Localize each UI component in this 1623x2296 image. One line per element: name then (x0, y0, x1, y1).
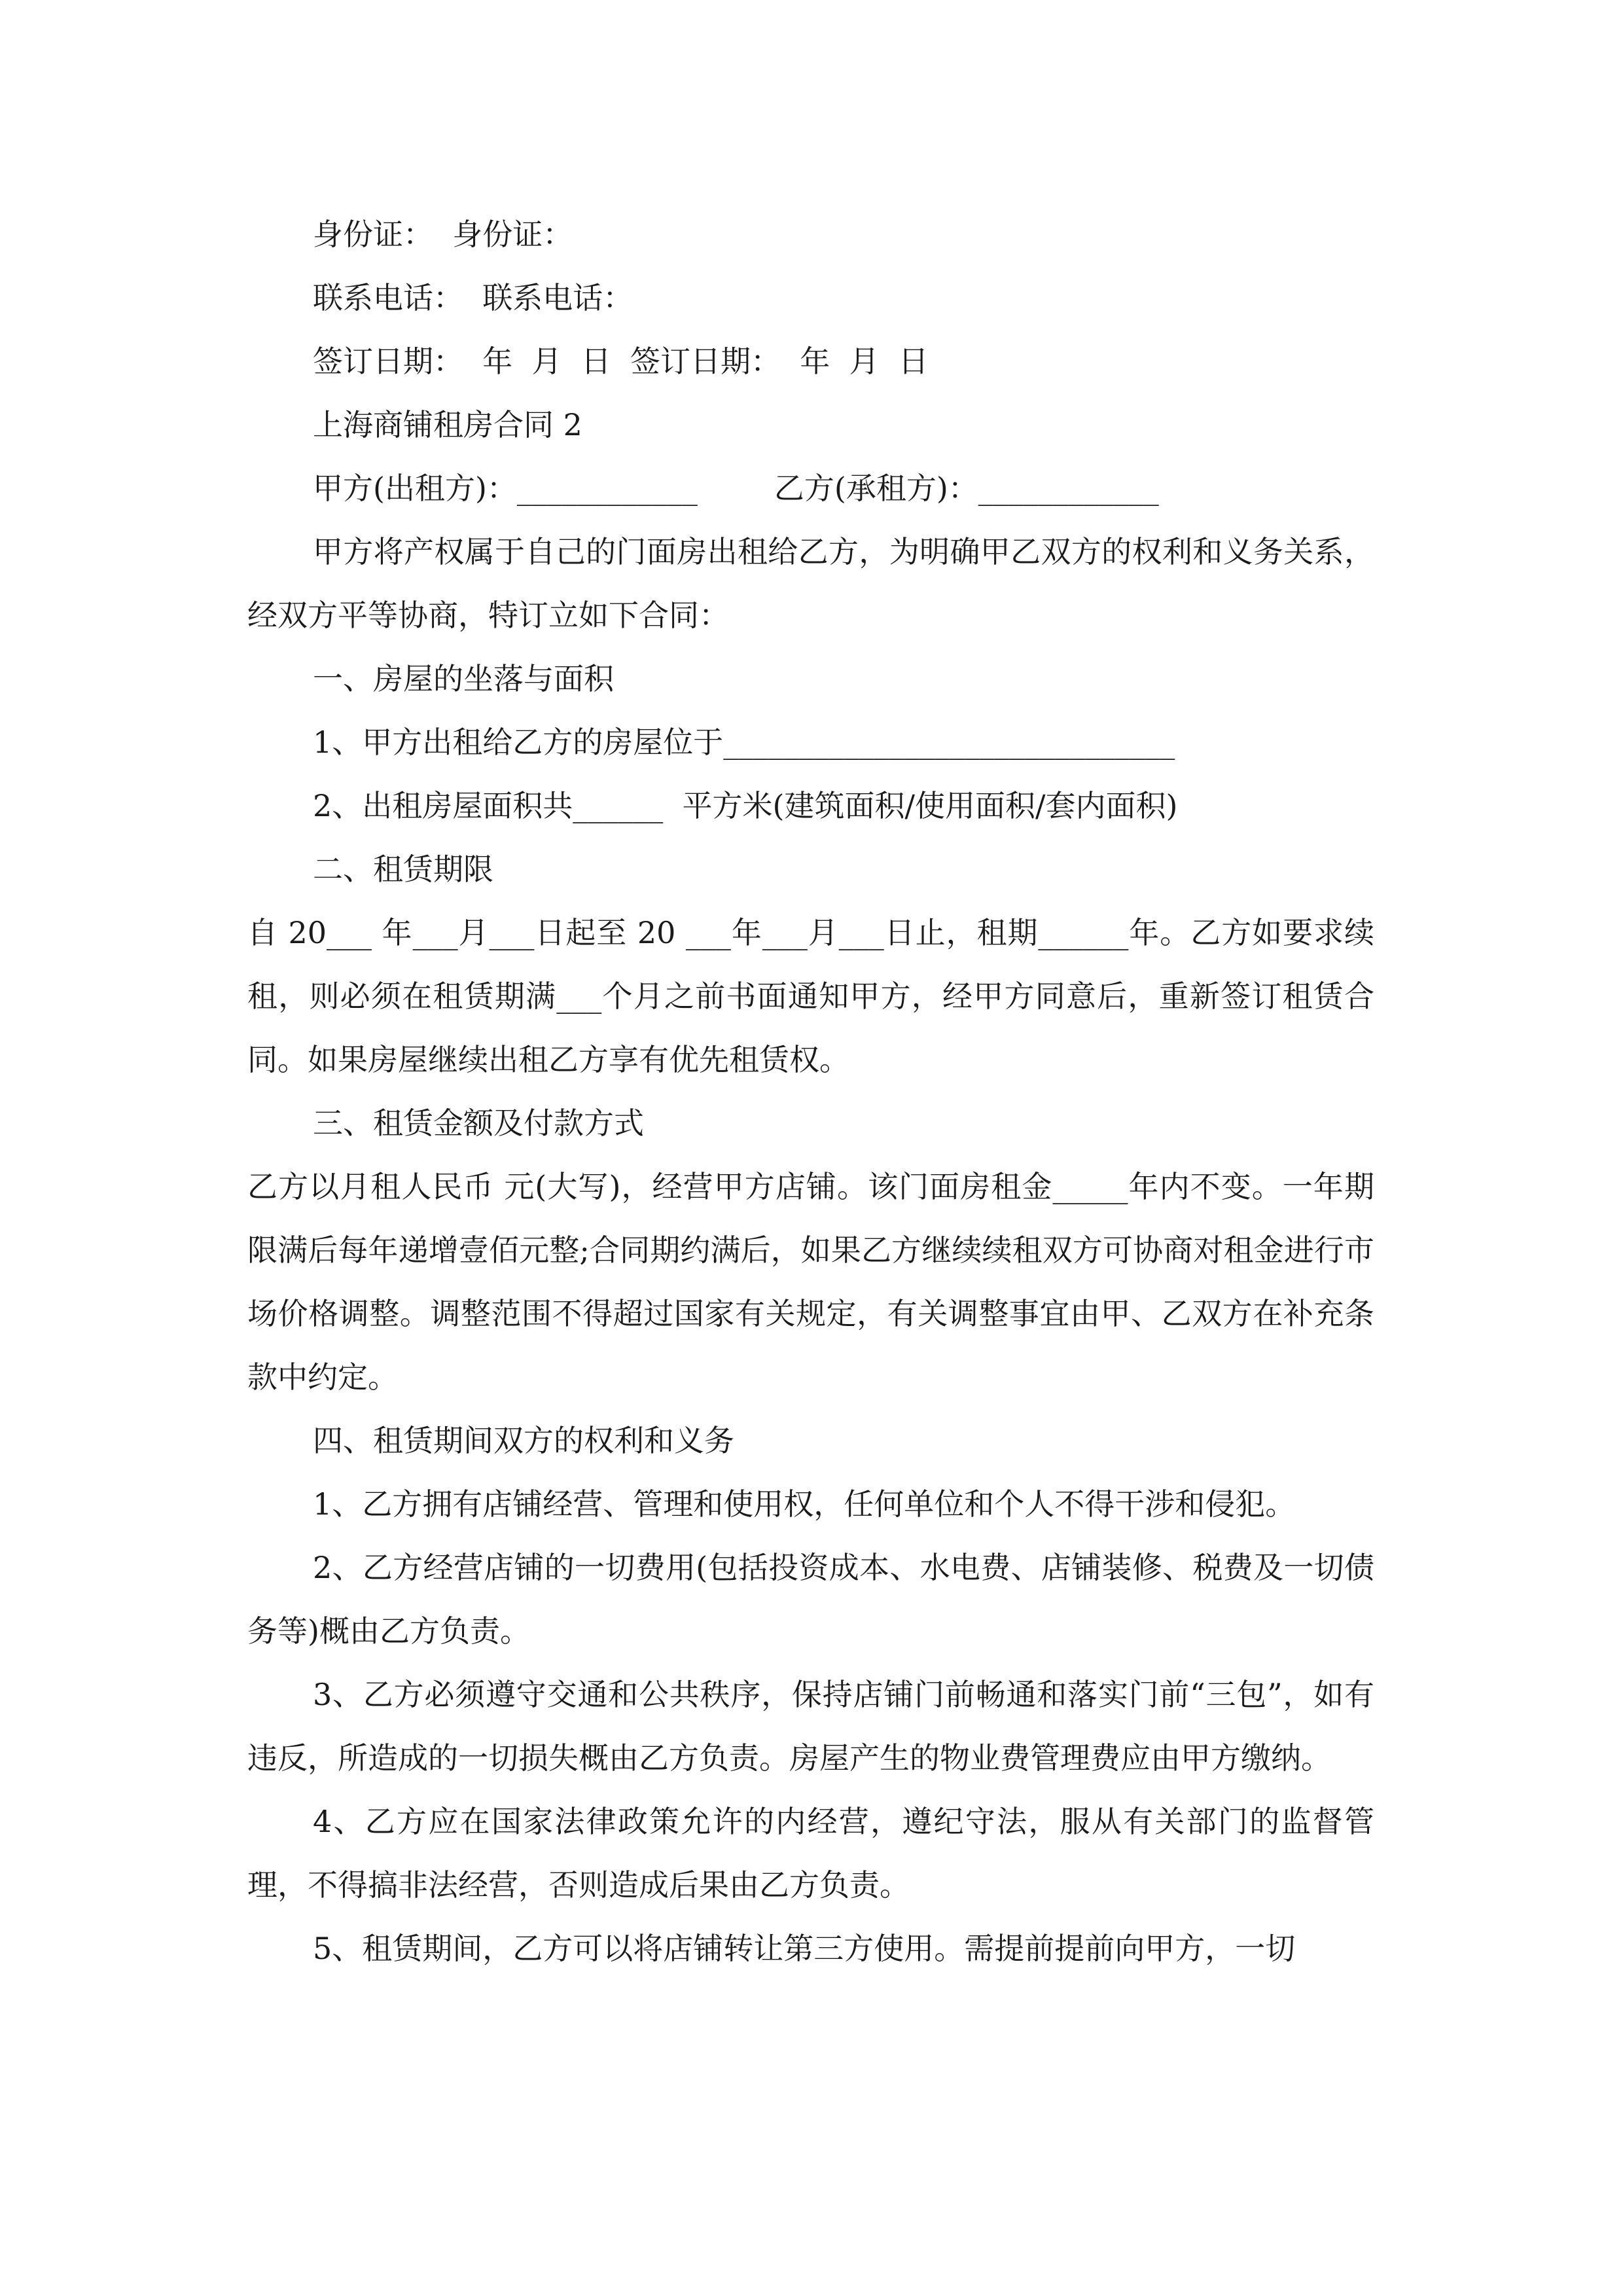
section-3-body: 乙方以月租人民币 元(大写)，经营甲方店铺。该门面房租金_____年内不变。一年期限满后每年递增壹佰元整;合同期约满后，如果乙方继续续租双方可协商对租金进行市场价格调整。调整范围不得超过国家有关规定，有关调整事宜由甲、乙双方在补充条款中约定。 (247, 1169, 1374, 1395)
section-4-item-5: 5、租赁期间，乙方可以将店铺转让第三方使用。需提前提前向甲方，一切 (313, 1931, 1296, 1966)
parties-line: 甲方(出租方)：____________ 乙方(承租方)：____________ (313, 471, 1159, 506)
id-card-line: 身份证： 身份证： (313, 217, 573, 252)
section-3-title: 三、租赁金额及付款方式 (313, 1105, 644, 1141)
sign-date-line: 签订日期： 年 月 日 签订日期： 年 月 日 (313, 344, 929, 379)
section-4-item-4: 4、乙方应在国家法律政策允许的内经营，遵纪守法，服从有关部门的监督管理，不得搞非法经营，否则造成后果由乙方负责。 (247, 1804, 1374, 1903)
contract-title: 上海商铺租房合同 2 (313, 407, 582, 442)
section-2-title: 二、租赁期限 (313, 852, 493, 887)
section-1-item-2: 2、出租房屋面积共______ 平方米(建筑面积/使用面积/套内面积) (313, 788, 1178, 823)
section-4-title: 四、租赁期间双方的权利和义务 (313, 1423, 734, 1458)
section-4-item-1: 1、乙方拥有店铺经营、管理和使用权，任何单位和个人不得干涉和侵犯。 (313, 1486, 1296, 1522)
document-body (247, 203, 1374, 1981)
section-4-item-2: 2、乙方经营店铺的一切费用(包括投资成本、水电费、店铺装修、税费及一切债务等)概由乙方负责。 (247, 1550, 1374, 1649)
section-4-item-3: 3、乙方必须遵守交通和公共秩序，保持店铺门前畅通和落实门前“三包”，如有违反，所造成的一切损失概由乙方负责。房屋产生的物业费管理费应由甲方缴纳。 (247, 1677, 1374, 1776)
intro-paragraph: 甲方将产权属于自己的门面房出租给乙方，为明确甲乙双方的权利和义务关系，经双方平等协商，特订立如下合同： (247, 534, 1374, 633)
section-1-title: 一、房屋的坐落与面积 (313, 661, 614, 696)
section-2-body: 自 20___ 年___月___日起至 20 ___年___月___日止，租期______年。乙方如要求续租，则必须在租赁期满___个月之前书面通知甲方，经甲方同意后，重新签订租赁合同。如果房屋继续出租乙方享有优先租赁权。 (247, 915, 1374, 1077)
phone-line: 联系电话： 联系电话： (313, 280, 633, 315)
section-1-item-1: 1、甲方出租给乙方的房屋位于______________________________ (313, 725, 1175, 760)
